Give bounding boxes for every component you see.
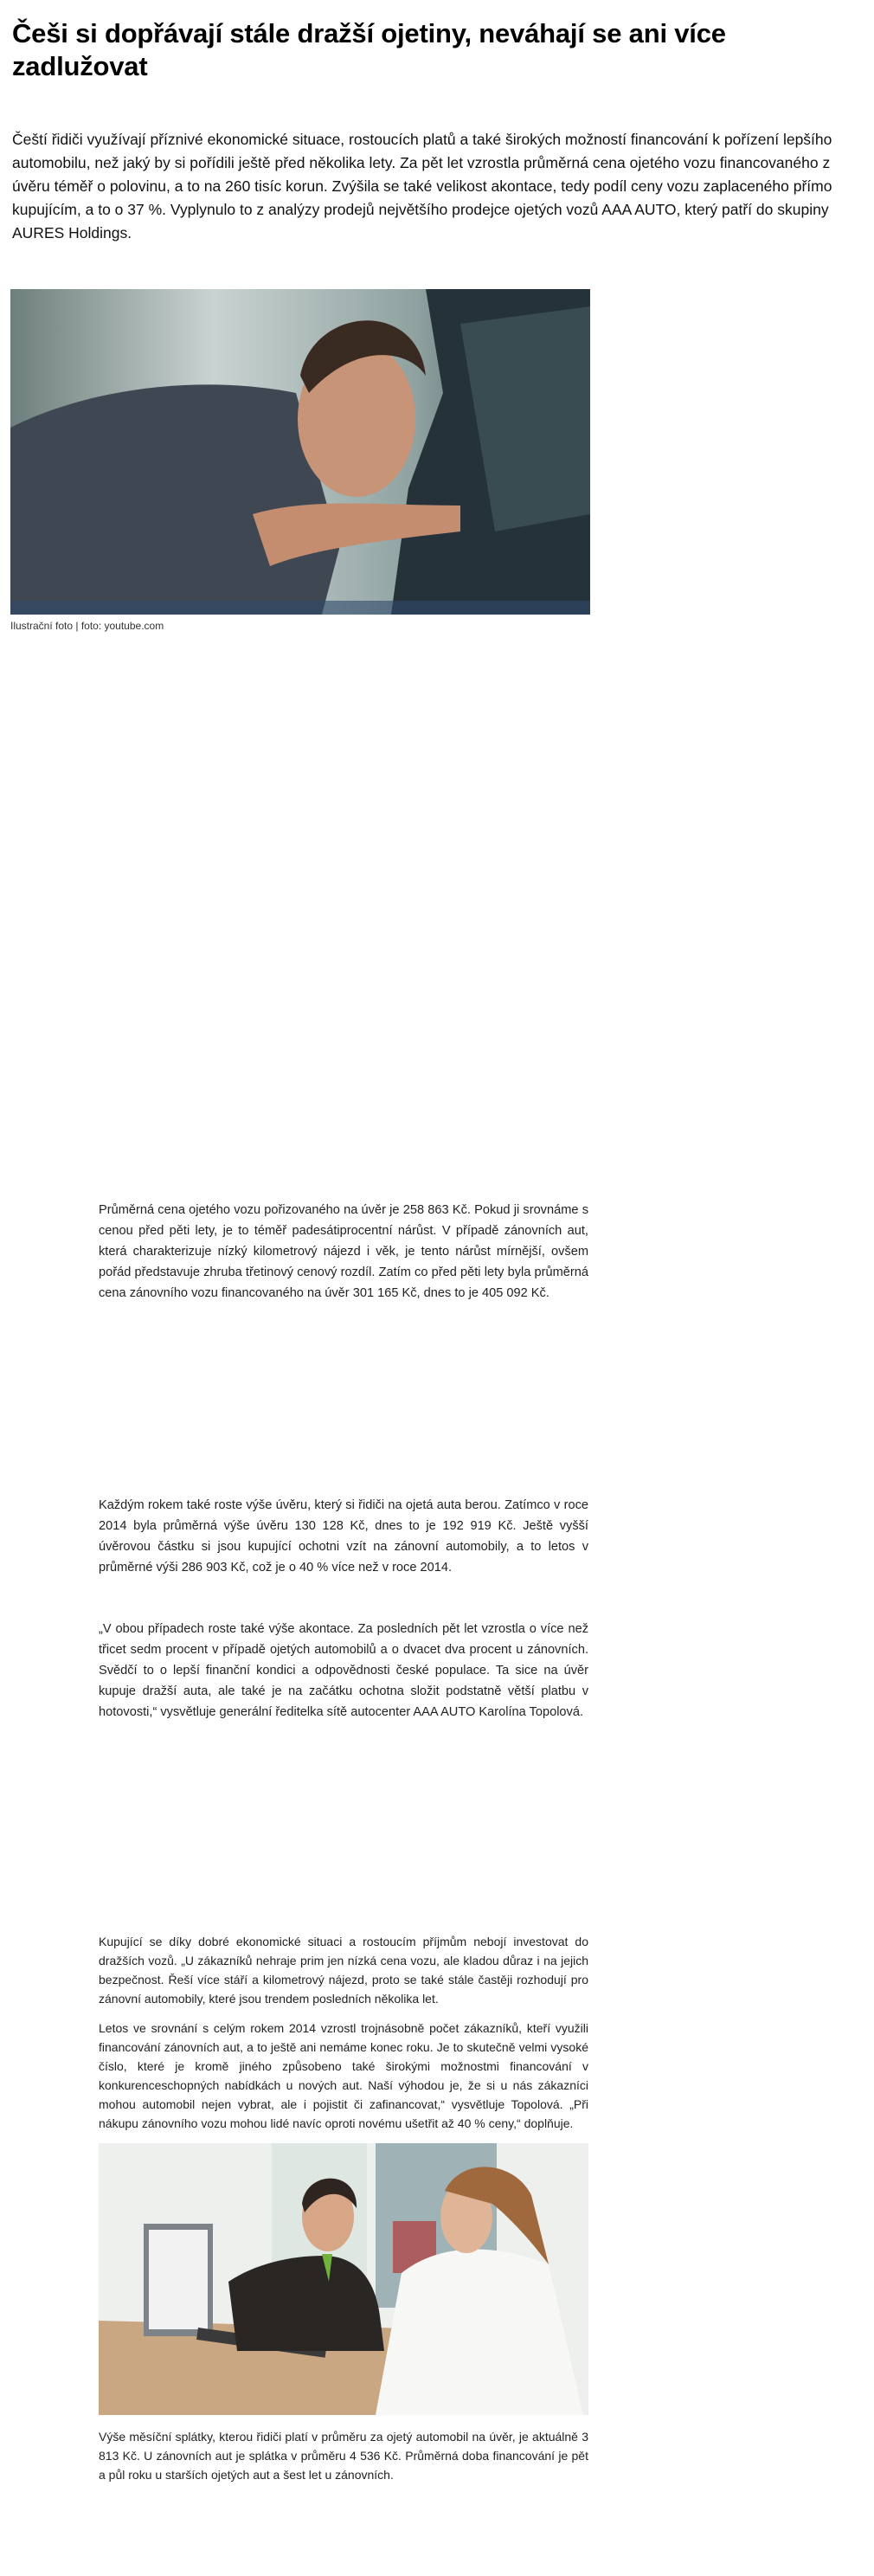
paragraph: „V obou případech roste také výše akontace. Za posledních pět let vzrostla o více než třicet sedm procent v případě ojetých automobilů a o dvacet dva procent u zánovních. Svědčí to o lepší finanční kondici a odpovědnosti české populace. Ta sice na úvěr kupuje dražší auta, ale také je na začátku ochotna složit podstatně větší platbu v hotovosti,“ vysvětluje generální ředitelka sítě autocenter AAA AUTO Karolína Topolová. — [99, 1622, 588, 1719]
photo-caption: Ilustrační foto | foto: youtube.com — [10, 620, 164, 632]
article-photo-man-and-car — [10, 289, 590, 615]
article-photo-car-dealer-office — [99, 2143, 588, 2415]
article-lead: Čeští řidiči využívají příznivé ekonomické situace, rostoucích platů a také širokých možností financování k pořízení lepšího automobilu, než jaký by si pořídili ještě před několika lety. Za pět let vzrostla průměrná cena ojetého vozu financovaného z úvěru téměř o polovinu, a to na 260 tisíc korun. Zvýšila se také velikost akontace, tedy podíl ceny vozu zaplaceného přímo kupujícím, a to o 37 %. Vyplynulo to z analýzy prodejů největšího prodejce ojetých vozů AAA AUTO, který patří do skupiny AURES Holdings. — [12, 131, 832, 242]
paragraph: Výše měsíční splátky, kterou řidiči platí v průměru za ojetý automobil na úvěr, je aktuálně 3 813 Kč. U zánovních aut je splátka v průměru 4 536 Kč. Průměrná doba financování je pět a půl roku u starších ojetých aut a šest let u zánovních. — [99, 2430, 588, 2482]
paragraph: Průměrná cena ojetého vozu pořizovaného na úvěr je 258 863 Kč. Pokud ji srovnáme s cenou před pěti lety, je to téměř padesátiprocentní nárůst. V případě zánovních aut, která charakterizuje nízký kilometrový nájezd i věk, je tento nárůst mírnější, ovšem pořád představuje zhruba třetinový cenový rozdíl. Zatím co před pěti lety byla průměrná cena zánovního vozu financovaného na úvěr 301 165 Kč, dnes to je 405 092 Kč. — [99, 1203, 588, 1300]
paragraph: Kupující se díky dobré ekonomické situaci a rostoucím příjmům nebojí investovat do dražších vozů. „U zákazníků nehraje prim jen nízká cena vozu, ale kladou důraz i na jejich bezpečnost. Řeší více stáří a kilometrový nájezd, proto se také stále častěji rozhodují pro zánovní automobily, které jsou trendem posledních několika let. — [99, 1935, 588, 2006]
article-body-lower — [99, 1932, 588, 2495]
paragraph: Každým rokem také roste výše úvěru, který si řidiči na ojetá auta berou. Zatímco v roce 2014 byla průměrná výše úvěru 130 128 Kč, dnes to je 192 919 Kč. Ještě vyšší úvěrovou částku si jsou kupující ochotni vzít na zánovní automobily, a to letos v průměrné výši 286 903 Kč, což je o 40 % více než v roce 2014. — [99, 1498, 588, 1575]
article-title: Češi si dopřávají stále dražší ojetiny, neváhají se ani více zadlužovat — [12, 18, 726, 81]
paragraph: Letos ve srovnání s celým rokem 2014 vzrostl trojnásobně počet zákazníků, kteří využili financování zánovních aut, a to ještě ani nemáme konec roku. Je to skutečně velmi vysoké číslo, které je kromě jiného způsobeno také širokými možnostmi financování v konkurenceschopných nabídkách u nových aut. Naší výhodou je, že si u nás zákazníci mohou automobil nejen vybrat, ale i pojistit či zafinancovat,“ vysvětluje Topolová. „Při nákupu zánovního vozu mohou lidé navíc oproti novému ušetřit až 40 % ceny,“ doplňuje. — [99, 2021, 588, 2130]
